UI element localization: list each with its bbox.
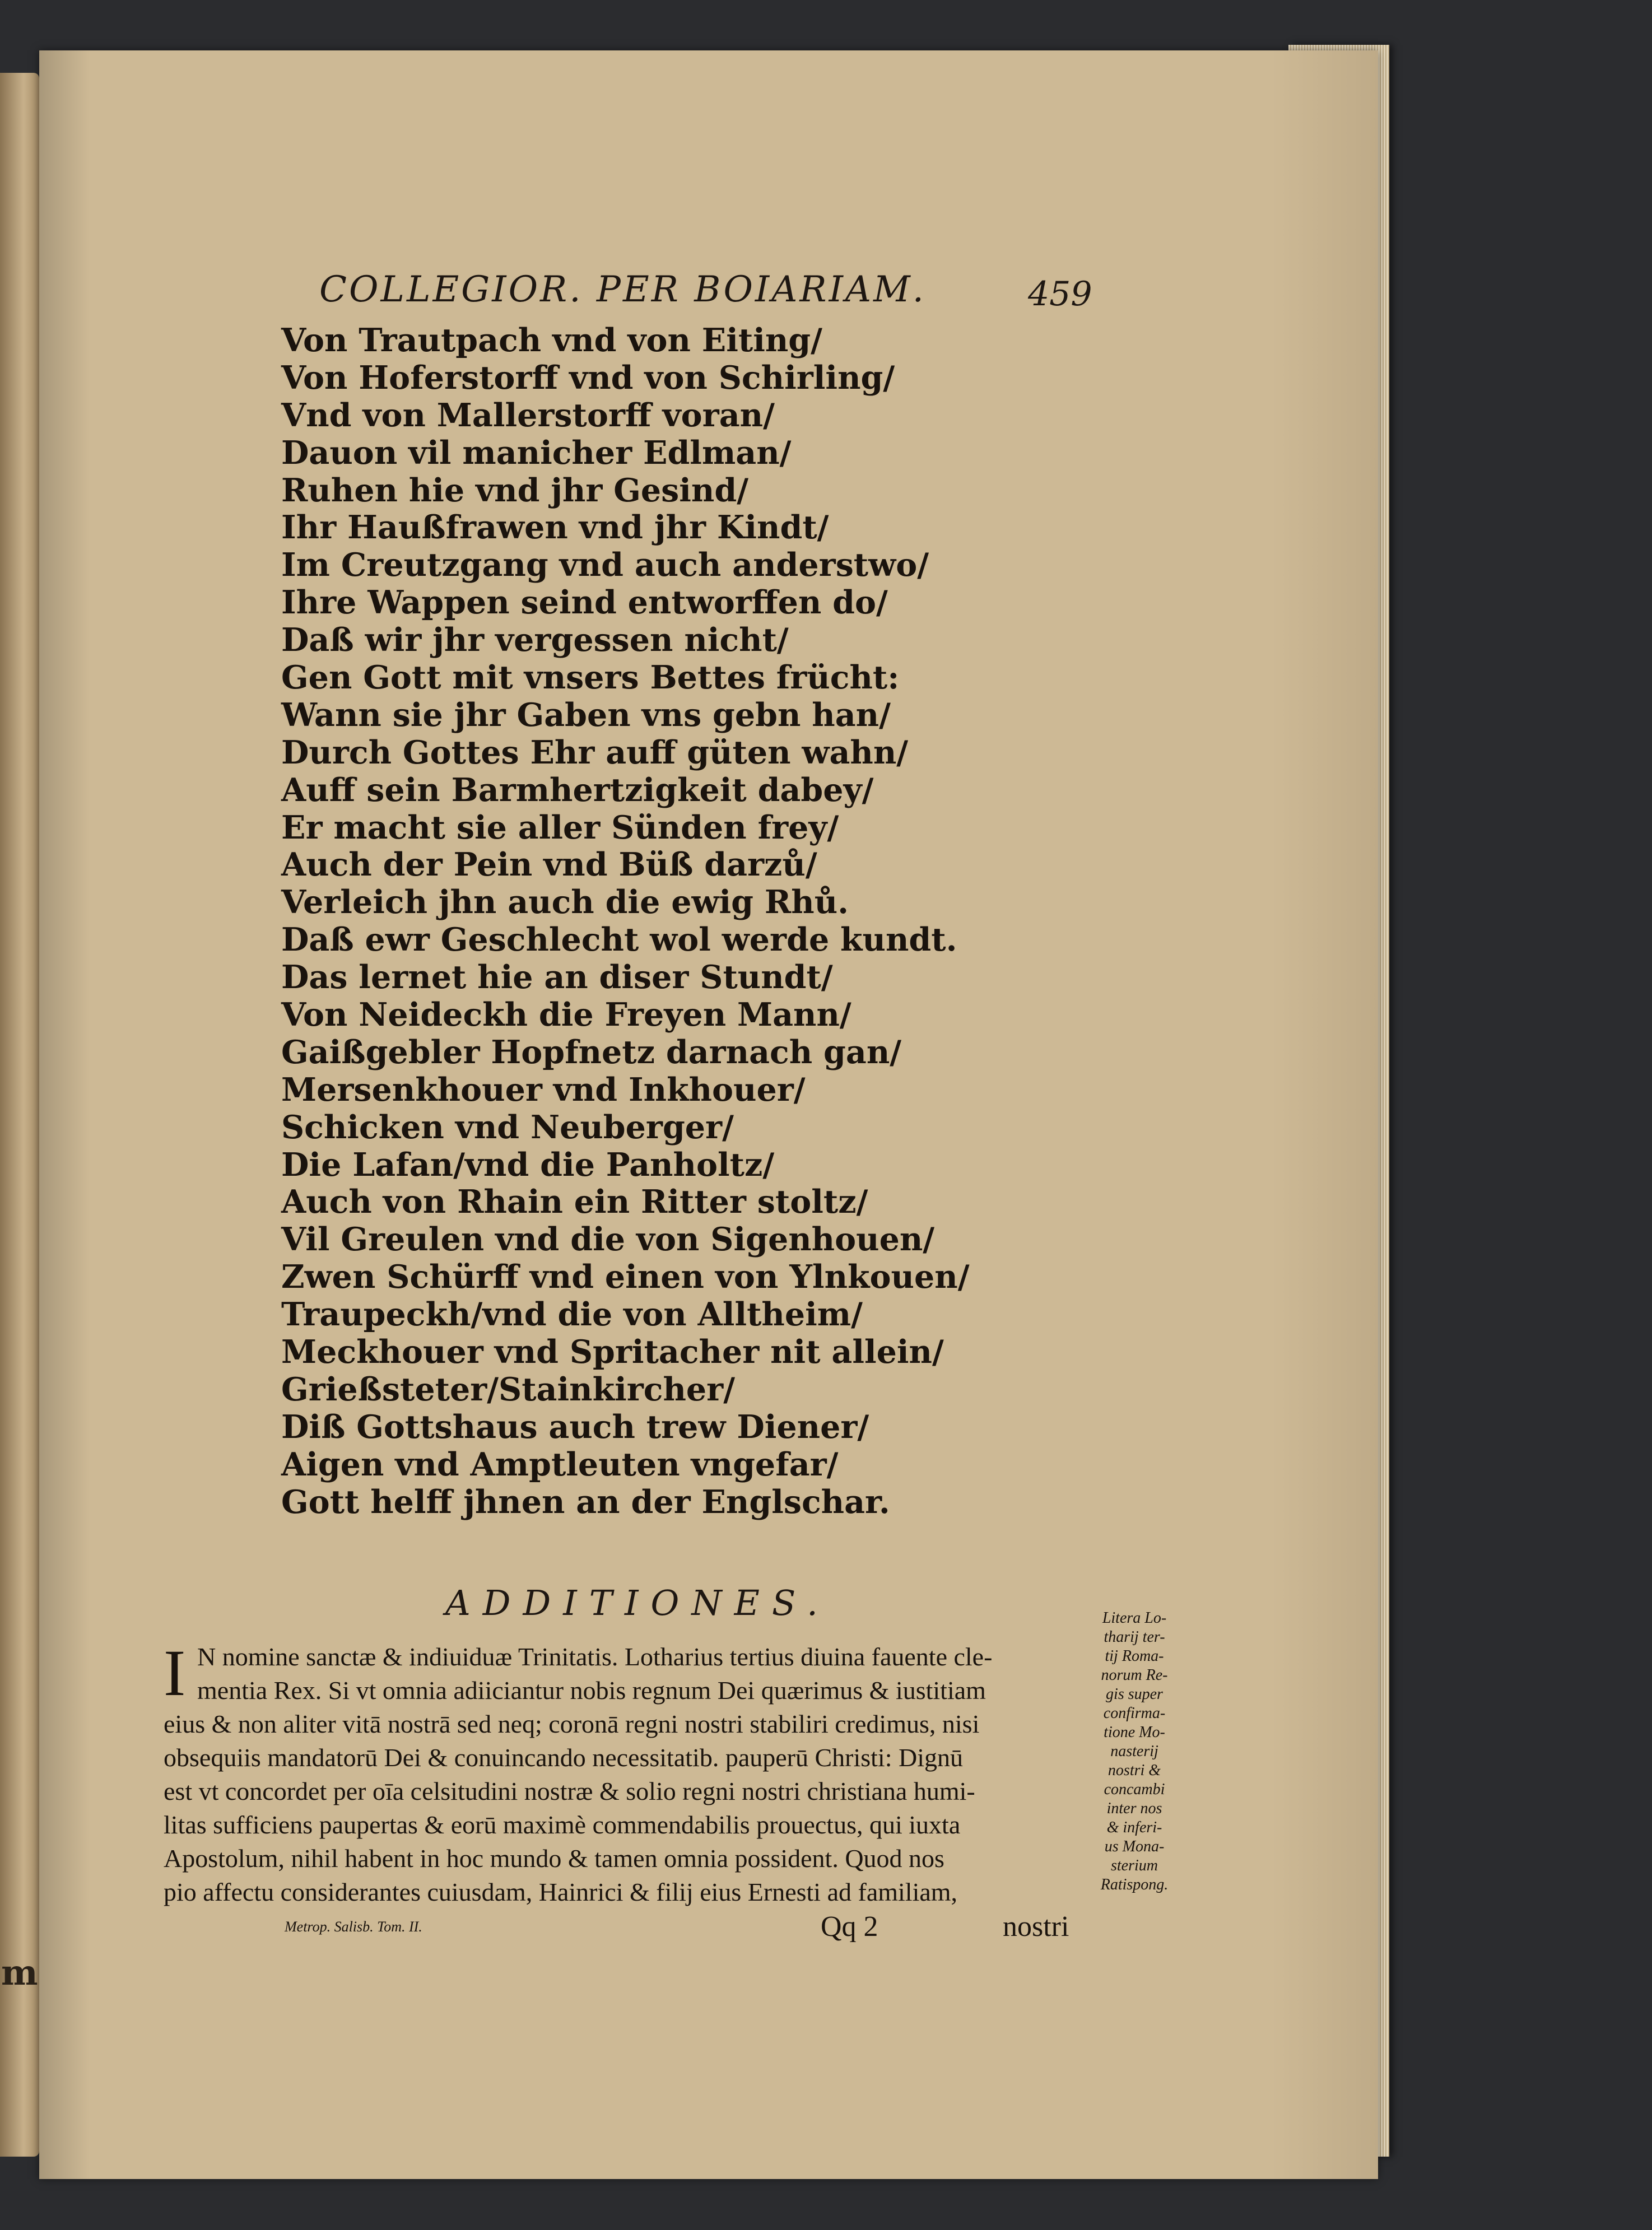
margin-note-line: us Mona- — [1104, 1838, 1165, 1855]
gathering-signature: Qq 2 — [821, 1911, 878, 1943]
poem-line: Ihre Wappen seind entworffen do/ — [281, 584, 888, 622]
margin-note-line: tharij ter- — [1104, 1628, 1165, 1646]
poem-line: Durch Gottes Ehr auff güten wahn/ — [281, 733, 909, 771]
poem-line: Auch der Pein vnd Büß darzů/ — [281, 846, 817, 884]
poem-line: Er macht sie aller Sünden frey/ — [281, 808, 839, 846]
poem-line: Ruhen hie vnd jhr Gesind/ — [281, 471, 749, 509]
poem-line: Auff sein Barmhertzigkeit dabey/ — [281, 771, 874, 809]
margin-note-line: & inferi- — [1106, 1819, 1162, 1836]
signature-mark: Metrop. Salisb. Tom. II. — [285, 1919, 422, 1935]
poem-line: Traupeckh/vnd die von Alltheim/ — [281, 1296, 863, 1334]
poem-line: Grießsteter/Stainkircher/ — [281, 1370, 736, 1408]
margin-note-line: inter nos — [1106, 1800, 1162, 1817]
poem-line: Diß Gottshaus auch trew Diener/ — [281, 1408, 869, 1446]
latin-line: obsequiis mandatorū Dei & conuincando necessitatib. pauperū Christi: Dignū — [164, 1743, 963, 1772]
poem-line: Die Lafan/vnd die Panholtz/ — [281, 1146, 775, 1184]
poem-line: Verleich jhn auch die ewig Rhů. — [281, 883, 849, 921]
margin-note — [1087, 1609, 1182, 1894]
left-page-edge — [0, 73, 39, 2157]
latin-line: litas sufficiens paupertas & eorū maximè commendabilis prouectus, qui iuxta — [164, 1810, 961, 1839]
latin-line: eius & non aliter vitā nostrā sed neq; coronā regni nostri stabiliri credimus, nisi — [164, 1710, 980, 1738]
latin-line: pio affectu considerantes cuiusdam, Hainrici & filij eius Ernesti ad familiam, — [164, 1878, 958, 1906]
poem-line: Wann sie jhr Gaben vns gebn han/ — [281, 696, 891, 734]
latin-line: mentia Rex. Si vt omnia adiiciantur nobis regnum Dei quærimus & iustitiam — [197, 1676, 986, 1705]
book-page — [39, 50, 1378, 2179]
poem-line: Zwen Schürff vnd einen von Ylnkouen/ — [281, 1258, 970, 1296]
poem-line: Dauon vil manicher Edlman/ — [281, 434, 792, 472]
latin-charter-text — [164, 1636, 1082, 1909]
margin-note-line: tione Mo- — [1104, 1724, 1165, 1741]
poem-line: Gaißgebler Hopfnetz darnach gan/ — [281, 1033, 902, 1071]
poem-line: Von Neideckh die Freyen Mann/ — [281, 996, 851, 1034]
poem-line: Von Hoferstorff vnd von Schirling/ — [281, 359, 895, 397]
poem-line: Gen Gott mit vnsers Bettes frücht: — [281, 659, 900, 697]
poem-line: Vil Greulen vnd die von Sigenhouen/ — [281, 1221, 935, 1259]
poem-line: Das lernet hie an diser Stundt/ — [281, 958, 833, 997]
poem-line: Vnd von Mallerstorff voran/ — [281, 396, 775, 434]
poem-line: Auch von Rhain ein Ritter stoltz/ — [281, 1183, 868, 1221]
poem-line: Aigen vnd Amptleuten vngefar/ — [281, 1445, 839, 1483]
poem — [281, 322, 970, 1521]
latin-line: N nomine sanctæ & indiuiduæ Trinitatis. Lotharius tertius diuina fauente cle- — [197, 1642, 993, 1671]
poem-line: Meckhouer vnd Spritacher nit allein/ — [281, 1333, 944, 1371]
catchword: nostri — [1003, 1911, 1069, 1943]
poem-line: Gott helff jhnen an der Englschar. — [281, 1483, 890, 1521]
poem-line: Von Trautpach vnd von Eiting/ — [281, 322, 822, 359]
running-head: COLLEGIOR. PER BOIARIAM. — [319, 269, 926, 310]
margin-note-line: sterium — [1111, 1857, 1158, 1874]
margin-note-line: nasterij — [1110, 1743, 1158, 1760]
margin-note-line: norum Re- — [1101, 1666, 1168, 1684]
latin-line: est vt concordet per oīa celsitudini nostræ & solio regni nostri christiana humi- — [164, 1777, 975, 1805]
margin-note-line: nostri & — [1107, 1762, 1161, 1779]
poem-line: Daß wir jhr vergessen nicht/ — [281, 621, 789, 659]
poem-line: Schicken vnd Neuberger/ — [281, 1108, 734, 1146]
latin-line: Apostolum, nihil habent in hoc mundo & tamen omnia possident. Quod nos — [164, 1844, 944, 1873]
page-number: 459 — [1028, 274, 1092, 314]
additiones-heading: ADDITIONES. — [445, 1582, 830, 1623]
poem-line: Mersenkhouer vnd Inkhouer/ — [281, 1070, 806, 1109]
margin-note-line: Ratispong. — [1100, 1876, 1169, 1893]
margin-note-line: confirma- — [1103, 1705, 1166, 1722]
poem-line: Ihr Haußfrawen vnd jhr Kindt/ — [281, 509, 829, 547]
poem-line: Daß ewr Geschlecht wol werde kundt. — [281, 921, 957, 959]
margin-note-line: gis super — [1106, 1686, 1163, 1703]
drop-initial: I — [164, 1636, 186, 1710]
margin-note-line: concambi — [1104, 1781, 1165, 1798]
margin-note-line: tij Roma- — [1105, 1647, 1164, 1665]
poem-line: Im Creutzgang vnd auch anderstwo/ — [281, 546, 929, 584]
margin-note-line: Litera Lo- — [1102, 1609, 1167, 1627]
left-page-fragment: m — [1, 1952, 38, 1993]
